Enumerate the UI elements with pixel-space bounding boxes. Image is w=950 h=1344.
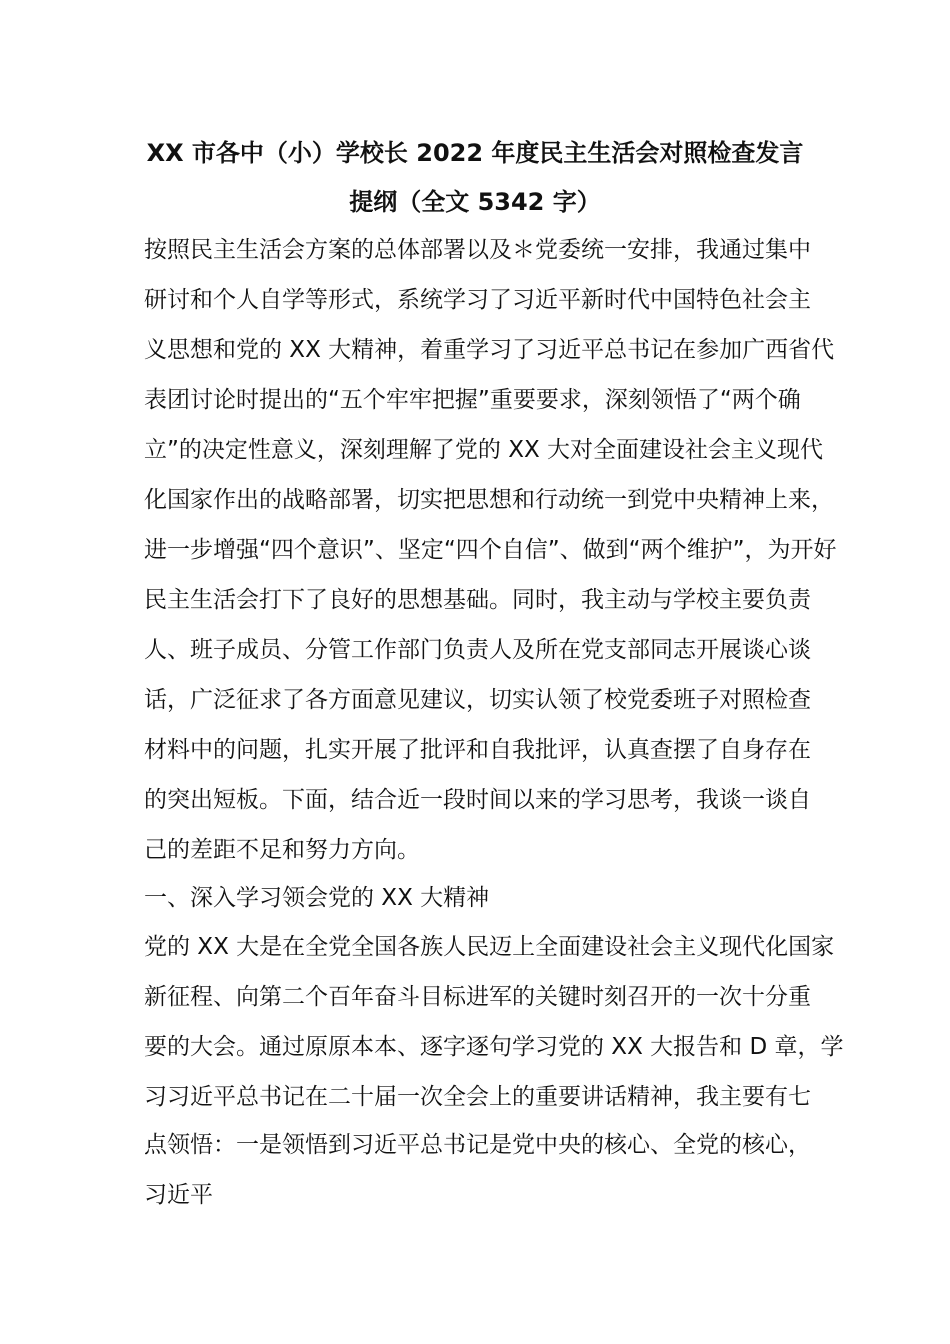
body-text-line: 立”的决定性意义，深刻理解了党的 XX 大对全面建设社会主义现代 [144,437,824,463]
body-text-line: 党的 XX 大是在全党全国各族人民迈上全面建设社会主义现代化国家 [144,934,835,960]
section-heading: 一、深入学习领会党的 XX 大精神 [144,885,490,911]
body-text-line: 人、班子成员、分管工作部门负责人及所在党支部同志开展谈心谈 [144,637,811,663]
body-text-line: 话，广泛征求了各方面意见建议，切实认领了校党委班子对照检查 [144,687,811,713]
body-text-line: 新征程、向第二个百年奋斗目标进军的关键时刻召开的一次十分重 [144,984,811,1010]
document-title-line-2: 提纲（全文 5342 字） [349,188,601,216]
document-title-line-1: XX 市各中（小）学校长 2022 年度民主生活会对照检查发言 [146,139,804,167]
body-text-line: 材料中的问题，扎实开展了批评和自我批评，认真查摆了自身存在 [144,737,811,763]
body-text-line: 化国家作出的战略部署，切实把思想和行动统一到党中央精神上来， [144,487,834,513]
body-text-line: 习近平 [144,1182,213,1208]
body-text-line: 研讨和个人自学等形式，系统学习了习近平新时代中国特色社会主 [144,287,811,313]
body-text-line: 己的差距不足和努力方向。 [144,837,420,863]
body-text-line: 要的大会。通过原原本本、逐字逐句学习党的 XX 大报告和 D 章，学 [144,1034,844,1060]
body-text-line: 的突出短板。下面，结合近一段时间以来的学习思考，我谈一谈自 [144,787,811,813]
body-text-line: 点领悟：一是领悟到习近平总书记是党中央的核心、全党的核心， [144,1132,811,1158]
body-text-line: 义思想和党的 XX 大精神，着重学习了习近平总书记在参加广西省代 [144,337,835,363]
body-text-line: 习习近平总书记在二十届一次全会上的重要讲话精神，我主要有七 [144,1084,811,1110]
body-text-line: 进一步增强“四个意识”、坚定“四个自信”、做到“两个维护”，为开好 [144,537,837,563]
body-text-line: 民主生活会打下了良好的思想基础。同时，我主动与学校主要负责 [144,587,811,613]
body-text-line: 表团讨论时提出的“五个牢牢把握”重要要求，深刻领悟了“两个确 [144,387,801,413]
body-text-line: 按照民主生活会方案的总体部署以及＊党委统一安排，我通过集中 [144,237,811,263]
